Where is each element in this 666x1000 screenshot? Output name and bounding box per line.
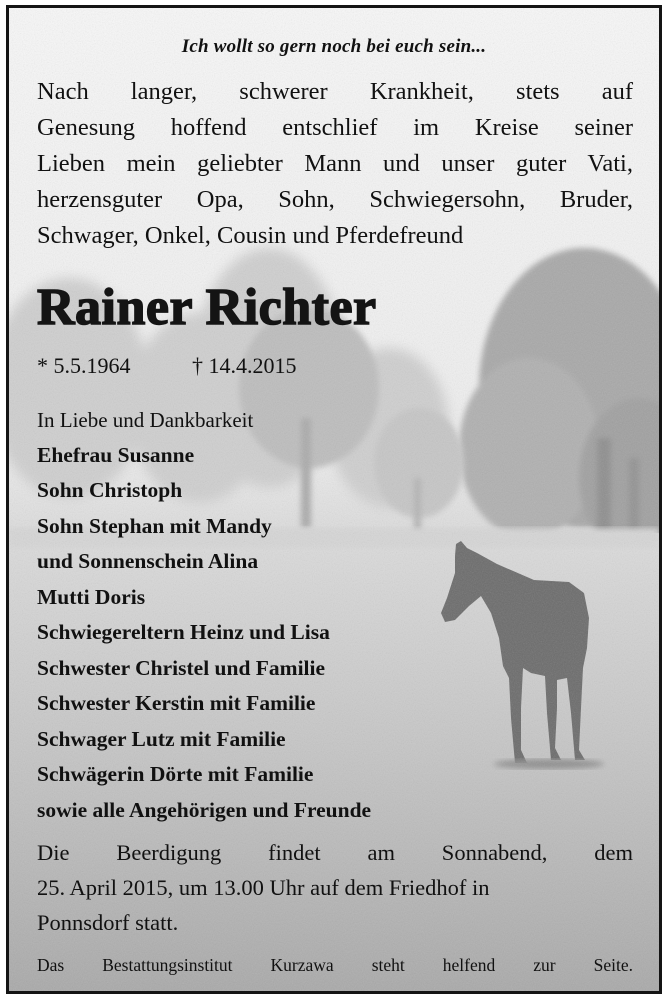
birth-date: * 5.5.1964 <box>37 353 131 378</box>
intro-line: Nach langer, schwerer Krankheit, stets auf <box>37 78 633 105</box>
funeral-line: Ponnsdorf statt. <box>37 910 179 935</box>
intro-line: herzensguter Opa, Sohn, Schwiegersohn, Bruder, <box>37 186 633 213</box>
obituary-notice <box>6 5 662 994</box>
undertaker-note: Das Bestattungsinstitut Kurzawa steht helfend zur Seite. <box>37 955 633 975</box>
mourner-line: Ehefrau Susanne <box>37 443 195 467</box>
notice-content <box>9 8 659 991</box>
mourner-line: Mutti Doris <box>37 585 146 609</box>
greeting: In Liebe und Dankbarkeit <box>37 408 254 432</box>
mourner-line: Schwester Christel und Familie <box>37 656 326 680</box>
death-date: † 14.4.2015 <box>192 353 297 378</box>
life-dates <box>37 351 297 381</box>
mourner-line: Schwägerin Dörte mit Familie <box>37 762 314 786</box>
deceased-name: Rainer Richter <box>37 279 377 336</box>
funeral-line: 25. April 2015, um 13.00 Uhr auf dem Friedhof in <box>37 875 490 900</box>
intro-line: Lieben mein geliebter Mann und unser guter Vati, <box>37 150 633 177</box>
mourner-line: Schwager Lutz mit Familie <box>37 727 286 751</box>
mourner-line: Schwester Kerstin mit Familie <box>37 691 316 715</box>
mourner-line: Sohn Christoph <box>37 478 183 502</box>
intro-line: Schwager, Onkel, Cousin und Pferdefreund <box>37 222 464 249</box>
mourner-line: sowie alle Angehörigen und Freunde <box>37 798 372 822</box>
mourner-line: Schwiegereltern Heinz und Lisa <box>37 620 330 644</box>
mourner-line: und Sonnenschein Alina <box>37 549 259 573</box>
funeral-line: Die Beerdigung findet am Sonnabend, dem <box>37 840 633 865</box>
intro-line: Genesung hoffend entschlief im Kreise seiner <box>37 114 633 141</box>
mourner-line: Sohn Stephan mit Mandy <box>37 514 272 538</box>
motto: Ich wollt so gern noch bei euch sein... <box>181 36 487 57</box>
